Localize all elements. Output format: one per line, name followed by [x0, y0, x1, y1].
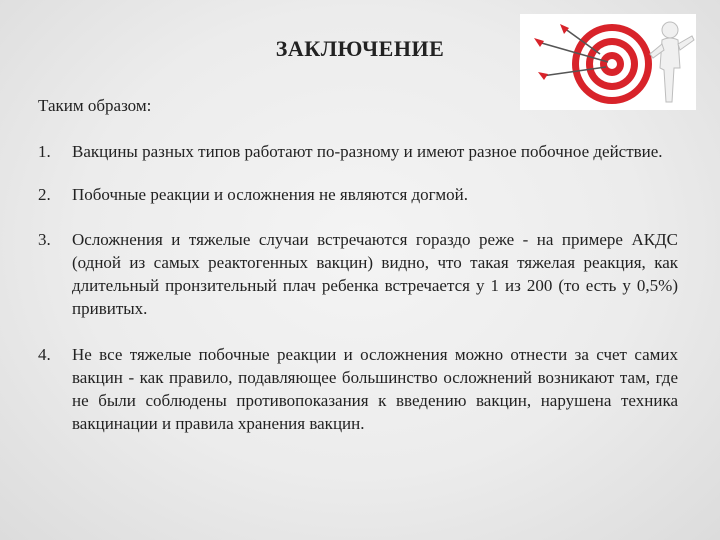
slide-title: ЗАКЛЮЧЕНИЕ: [275, 36, 445, 61]
list-item: [38, 343, 678, 435]
list-item-number: 1.: [38, 142, 51, 161]
list-item-number: 2.: [38, 185, 51, 204]
target-icon: [520, 14, 696, 110]
list-item: [38, 228, 678, 320]
list-item-text: Побочные реакции и осложнения не являются догмой.: [72, 185, 469, 204]
intro-text: Таким образом:: [38, 96, 152, 115]
list-item-text: Вакцины разных типов работают по-разному и имеют разное побочное действие.: [72, 142, 663, 161]
list-item-number: 3.: [38, 230, 51, 249]
list-item: [38, 140, 678, 163]
conclusion-list: [38, 140, 678, 455]
list-item-number: 4.: [38, 345, 51, 364]
list-item-text: Осложнения и тяжелые случаи встречаются гораздо реже - на примере АКДС (одной из самых реактогенных вакцин) видно, что такая тяжелая реакция, как длительный пронзительный плач ребенка встречается у 1 из 200 (то есть у 0,5%) привитых.: [72, 230, 678, 318]
list-item-text: Не все тяжелые побочные реакции и осложнения можно отнести за счет самих вакцин - как правило, подавляющее большинство осложнений возникают там, где не были соблюдены противопоказания к введению вакцин, нарушена техника вакцинации и правила хранения вакцин.: [72, 345, 678, 433]
target-illustration: [520, 14, 696, 110]
list-item: [38, 183, 678, 206]
